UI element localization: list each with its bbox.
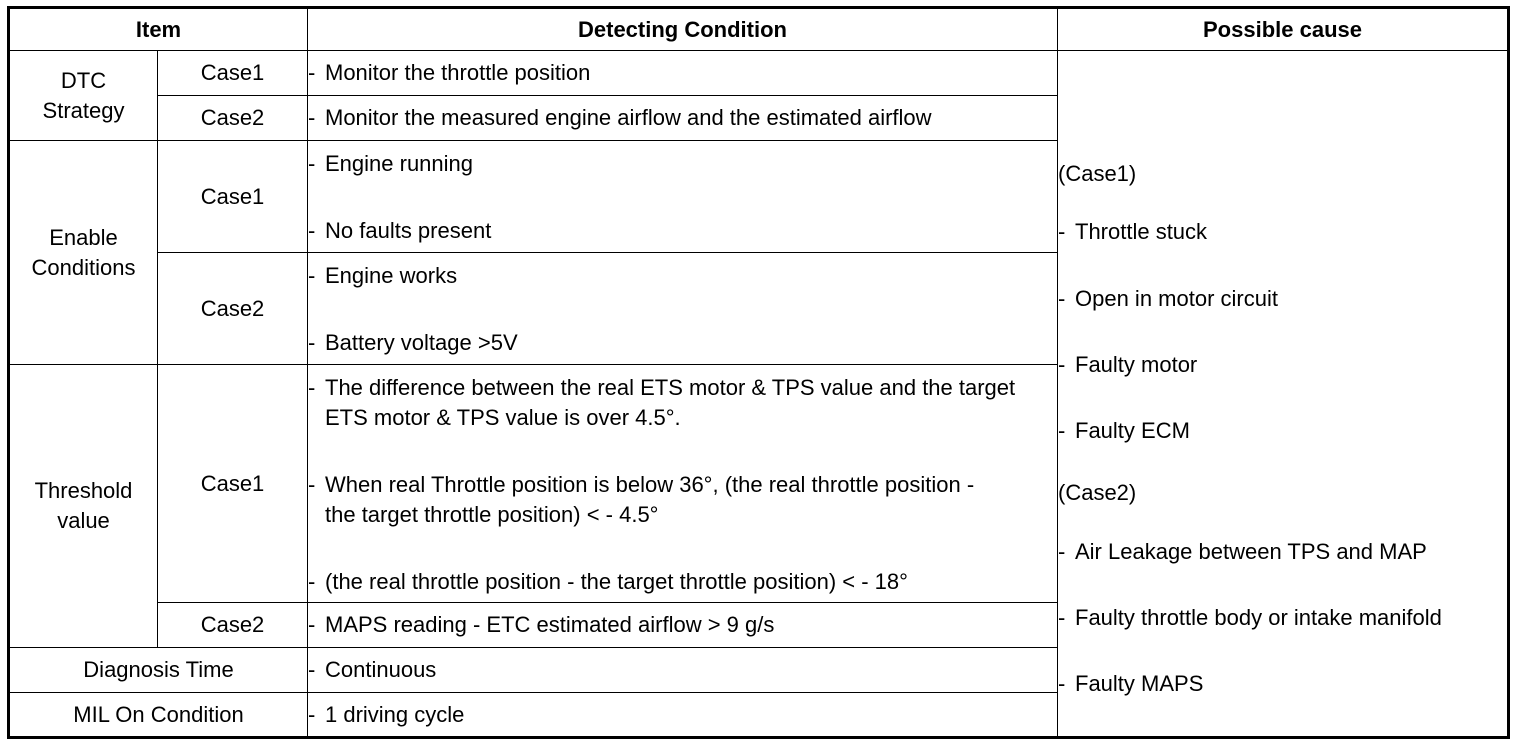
possible-cause-cell bbox=[1058, 51, 1509, 738]
dtc-spec-table bbox=[7, 6, 1510, 739]
threshold-case1-label: Case1 bbox=[158, 365, 308, 603]
header-detecting-condition: Detecting Condition bbox=[308, 8, 1058, 51]
cause-item: - Faulty motor bbox=[1058, 351, 1198, 377]
cause-item: - Faulty ECM bbox=[1058, 417, 1190, 443]
cause-item: - Open in motor circuit bbox=[1058, 285, 1278, 311]
threshold-case1-condition: - The difference between the real ETS motor & TPS value and the target ETS motor & TPS value is over 4.5°. - When real Throttle position is below 36°, (the real throttle position - the target throttle position) < - 4.5° - (the real throttle position - the target throttle position) < - 18° bbox=[308, 365, 1058, 603]
cause-case1-title: (Case1) bbox=[1058, 160, 1137, 186]
threshold-value-label: Threshold value bbox=[9, 365, 158, 648]
threshold-case2-condition: - MAPS reading - ETC estimated airflow > 9 g/s bbox=[308, 603, 1058, 648]
dtc-case1-row bbox=[9, 51, 1509, 96]
cause-case2-title: (Case2) bbox=[1058, 479, 1137, 505]
header-row bbox=[9, 8, 1509, 51]
cause-item: - Faulty MAPS bbox=[1058, 670, 1204, 696]
dtc-strategy-label: DTC Strategy bbox=[9, 51, 158, 141]
dtc-case2-label: Case2 bbox=[158, 96, 308, 141]
dtc-case1-label: Case1 bbox=[158, 51, 308, 96]
mil-on-condition: - 1 driving cycle bbox=[308, 693, 1058, 738]
diagnosis-time-label: Diagnosis Time bbox=[9, 648, 308, 693]
dtc-case2-condition: - Monitor the measured engine airflow and the estimated airflow bbox=[308, 96, 1058, 141]
enable-case1-condition: - Engine running - No faults present bbox=[308, 141, 1058, 253]
cause-item: - Throttle stuck bbox=[1058, 218, 1208, 244]
cause-item: - Faulty throttle body or intake manifold bbox=[1058, 604, 1442, 630]
enable-case2-condition: - Engine works - Battery voltage >5V bbox=[308, 253, 1058, 365]
enable-case2-label: Case2 bbox=[158, 253, 308, 365]
enable-conditions-label: Enable Conditions bbox=[9, 141, 158, 365]
cause-item: - Air Leakage between TPS and MAP bbox=[1058, 538, 1427, 564]
threshold-case2-label: Case2 bbox=[158, 603, 308, 648]
header-item: Item bbox=[9, 8, 308, 51]
diagnosis-time-condition: - Continuous bbox=[308, 648, 1058, 693]
dtc-case1-condition: - Monitor the throttle position bbox=[308, 51, 1058, 96]
enable-case1-label: Case1 bbox=[158, 141, 308, 253]
mil-on-label: MIL On Condition bbox=[9, 693, 308, 738]
header-possible-cause: Possible cause bbox=[1058, 8, 1509, 51]
